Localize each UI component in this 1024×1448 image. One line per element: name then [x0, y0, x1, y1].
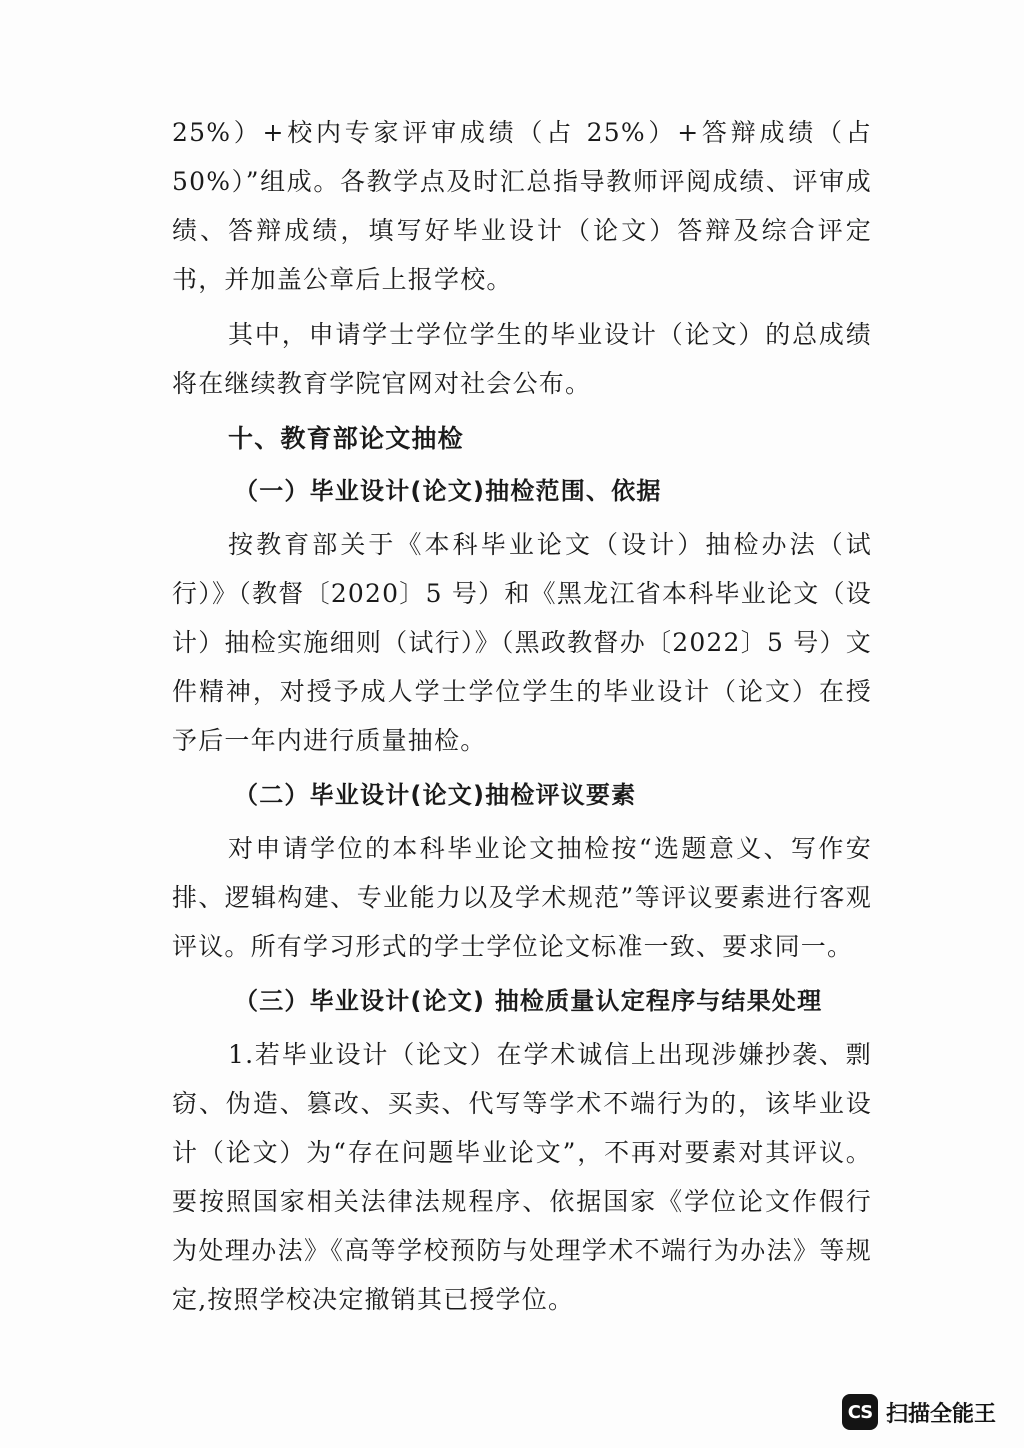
subsection-heading-two: （二）毕业设计(论文)抽检评议要素 [234, 781, 637, 809]
paragraph-continuation: 25%）+校内专家评审成绩（占 25%）+答辩成绩（占 50%）”组成。各教学点及时汇总指导教师评阅成绩、评审成绩、答辩成绩，填写好毕业设计（论文）答辩及综合评定书，并加盖公章后上报学校。 [172, 118, 872, 294]
scanner-watermark [842, 1394, 996, 1430]
paragraph-inspection-basis: 按教育部关于《本科毕业论文（设计）抽检办法（试行）》（教督〔2020〕5 号）和《黑龙江省本科毕业论文（设计）抽检实施细则（试行）》（黑政教督办〔2022〕5 号）文件精神，对授予成人学士学位学生的毕业设计（论文）在授予后一年内进行质量抽检。 [172, 530, 872, 755]
subsection-heading-three: （三）毕业设计(论文) 抽检质量认定程序与结果处理 [234, 987, 823, 1015]
paragraph-misconduct-handling: 1.若毕业设计（论文）在学术诚信上出现涉嫌抄袭、剽窃、伪造、篡改、买卖、代写等学术不端行为的，该毕业设计（论文）为“存在问题毕业论文”，不再对要素对其评议。要按照国家相关法律法规程序、依据国家《学位论文作假行为处理办法》《高等学校预防与处理学术不端行为办法》等规定,按照学校决定撤销其已授学位。 [172, 1040, 872, 1314]
paragraph-score-publication: 其中，申请学士学位学生的毕业设计（论文）的总成绩将在继续教育学院官网对社会公布。 [172, 320, 872, 398]
document-body [172, 108, 872, 1330]
section-heading-ten: 十、教育部论文抽检 [228, 424, 464, 453]
paragraph-evaluation-elements: 对申请学位的本科毕业论文抽检按“选题意义、写作安排、逻辑构建、专业能力以及学术规范”等评议要素进行客观评议。所有学习形式的学士学位论文标准一致、要求同一。 [172, 834, 872, 961]
camscanner-logo-icon: CS [842, 1394, 878, 1430]
scanner-app-name: 扫描全能王 [885, 1401, 996, 1427]
subsection-heading-one: （一）毕业设计(论文)抽检范围、依据 [234, 477, 662, 505]
